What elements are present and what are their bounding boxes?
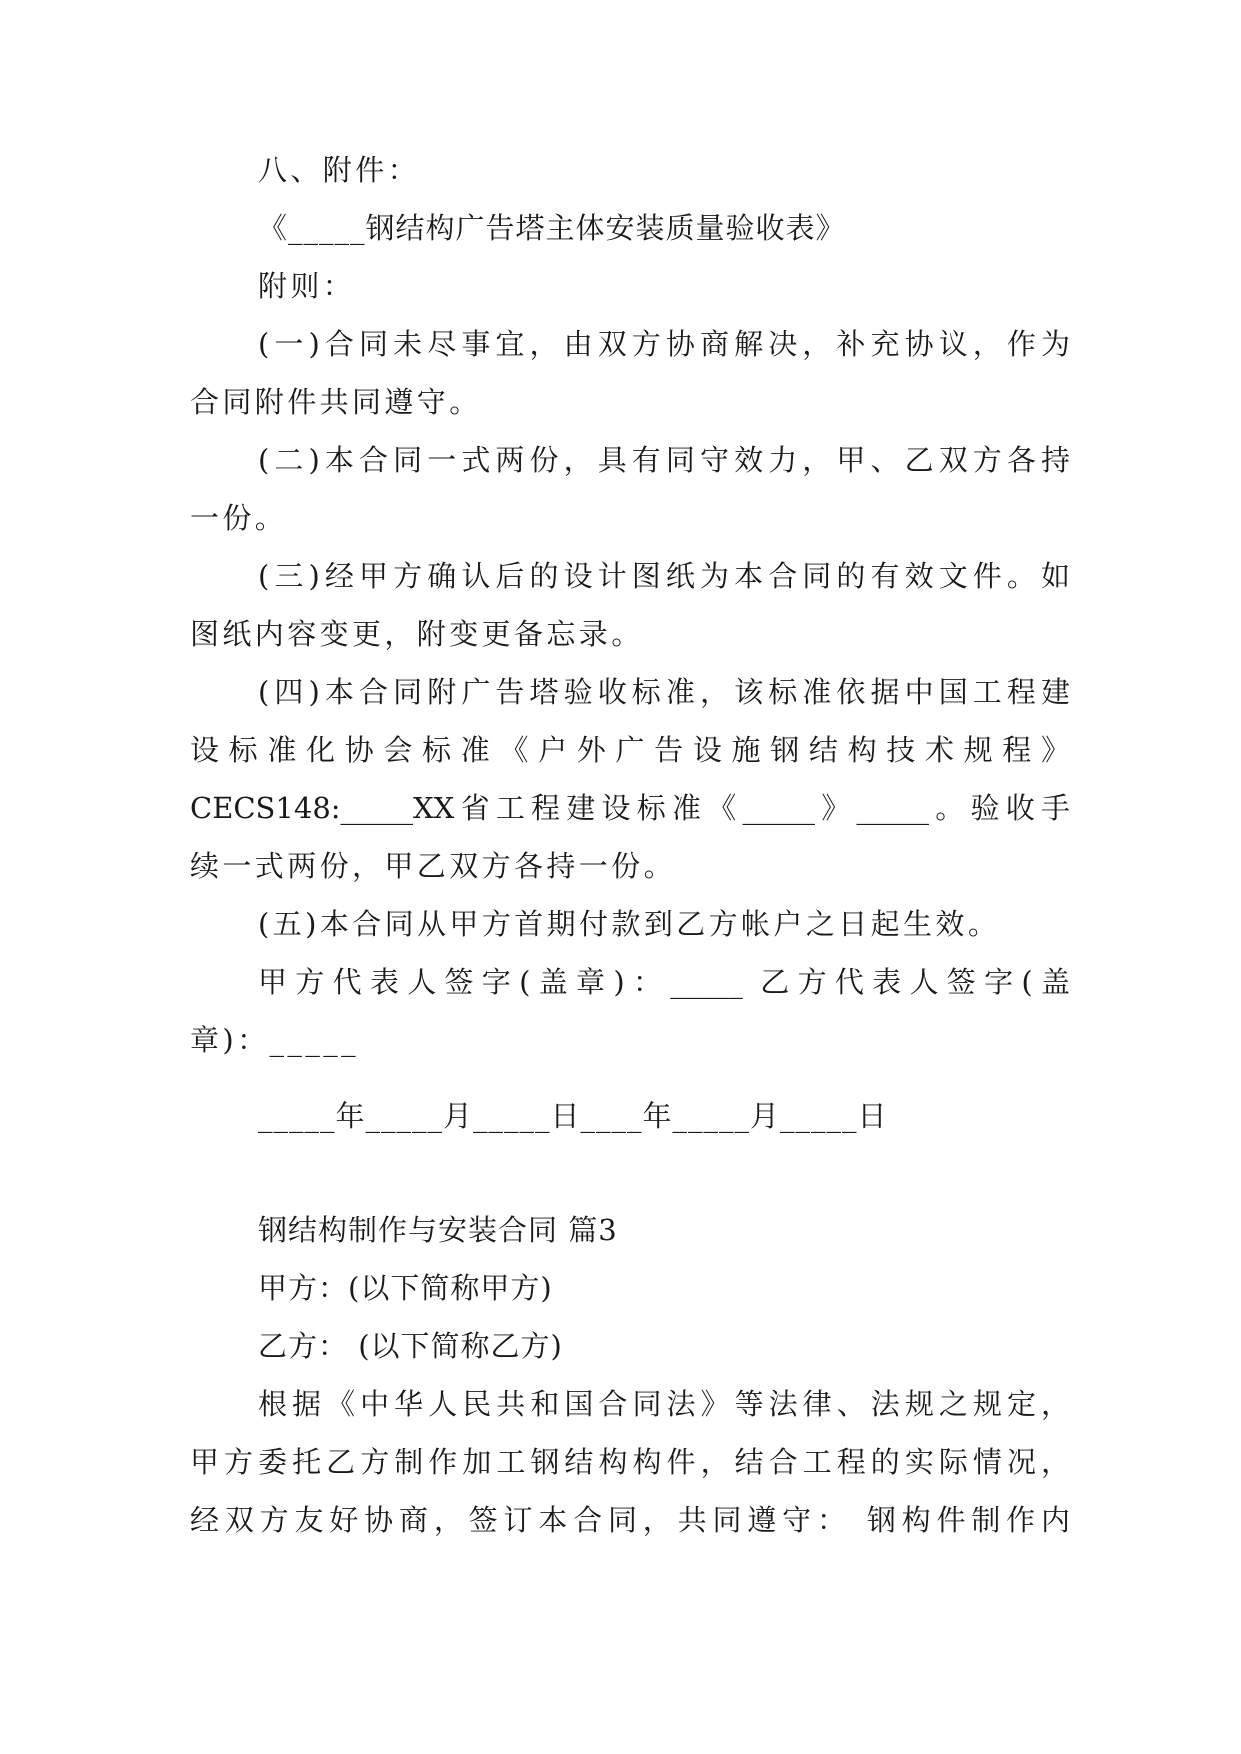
clause-3-line-1: (三)经甲方确认后的设计图纸为本合同的有效文件。如 bbox=[258, 559, 1070, 593]
party-a: 甲方：(以下简称甲方) bbox=[258, 1271, 553, 1305]
intro-line-1: 根据《中华人民共和国合同法》等法律、法规之规定， bbox=[258, 1387, 1070, 1421]
clause-3-line-2: 图纸内容变更，附变更备忘录。 bbox=[190, 617, 644, 651]
date-line: _____年_____月_____日____年_____月_____日 bbox=[258, 1099, 888, 1133]
party-b: 乙方： (以下简称乙方) bbox=[258, 1329, 563, 1363]
section-title: 钢结构制作与安装合同 篇3 bbox=[258, 1213, 618, 1247]
clause-1-line-1: (一)合同未尽事宜，由双方协商解决，补充协议，作为 bbox=[258, 327, 1070, 361]
signature-line-1: 甲方代表人签字(盖章)：_____ 乙方代表人签字(盖 bbox=[258, 965, 1070, 999]
clause-2-line-1: (二)本合同一式两份，具有同守效力，甲、乙双方各持 bbox=[258, 443, 1070, 477]
clause-1-line-2: 合同附件共同遵守。 bbox=[190, 385, 482, 419]
clause-2-line-2: 一份。 bbox=[190, 501, 288, 535]
attachment-item: 《_____钢结构广告塔主体安装质量验收表》 bbox=[258, 211, 846, 245]
signature-line-2: 章)：_____ bbox=[190, 1023, 360, 1057]
clause-4-line-4: 续一式两份，甲乙双方各持一份。 bbox=[190, 849, 677, 883]
clause-4-line-3: CECS148:_____XX省工程建设标准《_____》_____。验收手 bbox=[190, 791, 1070, 825]
supplementary-heading: 附则： bbox=[258, 269, 356, 303]
clause-4-line-2: 设标准化协会标准《户外广告设施钢结构技术规程》 bbox=[190, 733, 1070, 767]
attachment-heading: 八、附件： bbox=[258, 153, 421, 187]
intro-line-3: 经双方友好协商，签订本合同，共同遵守： 钢构件制作内 bbox=[190, 1503, 1070, 1537]
clause-4-line-1: (四)本合同附广告塔验收标准，该标准依据中国工程建 bbox=[258, 675, 1070, 709]
clause-5: (五)本合同从甲方首期付款到乙方帐户之日起生效。 bbox=[258, 907, 1001, 941]
intro-line-2: 甲方委托乙方制作加工钢结构构件，结合工程的实际情况， bbox=[190, 1445, 1070, 1479]
